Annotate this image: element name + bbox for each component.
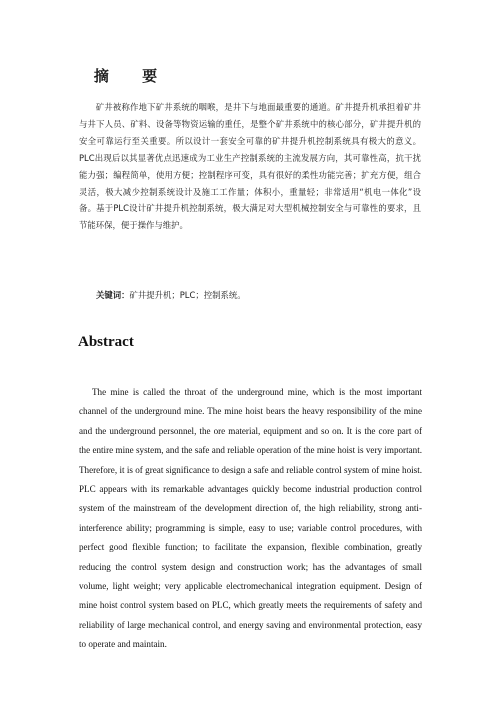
cn-abstract-title: 摘 要: [93, 67, 172, 85]
en-abstract-title: Abstract: [78, 334, 134, 350]
cn-keywords-value: 矿井提升机；PLC；控制系统。: [129, 290, 246, 300]
cn-keywords-line: [96, 288, 426, 302]
en-abstract-body: The mine is called the throat of the underground mine, which is the most important channel of the underground mine. The mine hoist bears the heavy responsibility of the mine and the underground personnel, the ore material, equipment and so on. It is the core part of the entire mine system, and the safe and reliable operation of the mine hoist is very important. Therefore, it is of great significance to design a safe and reliable control system of mine hoist. PLC appears with its remarkable advantages quickly become industrial production control system of the mainstream of the development direction of, the high reliability, strong anti-interference ability; programming is simple, easy to use; variable control procedures, with perfect good flexible function; to facilitate the expansion, flexible combination, greatly reducing the control system design and construction work; has the advantages of small volume, light weight; very applicable electromechanical integration equipment. Design of mine hoist control system based on PLC, which greatly meets the requirements of safety and reliability of large mechanical control, and energy saving and environmental protection, easy to operate and maintain.: [79, 387, 422, 650]
cn-keywords-label: 关键词：: [96, 290, 130, 300]
cn-abstract-body: 矿井被称作地下矿井系统的咽喉，是井下与地面最重要的通道。矿井提升机承担着矿井与井下人员、矿料、设备等物资运输的重任，是整个矿井系统中的核心部分，矿井提升机的安全可靠运行至关重要。所以设计一套安全可靠的矿井提升机控制系统具有极大的意义。PLC出现后以其显著优点迅速成为工业生产控制系统的主流发展方向，其可靠性高，抗干扰能力强；编程简单，使用方便；控制程序可变，具有很好的柔性功能完善；扩充方便，组合灵活，极大减少控制系统设计及施工工作量；体积小，重量轻；非常适用“机电一体化”设备。基于PLC设计矿井提升机控制系统，极大满足对大型机械控制安全与可靠性的要求，且节能环保，便于操作与维护。: [79, 102, 421, 231]
